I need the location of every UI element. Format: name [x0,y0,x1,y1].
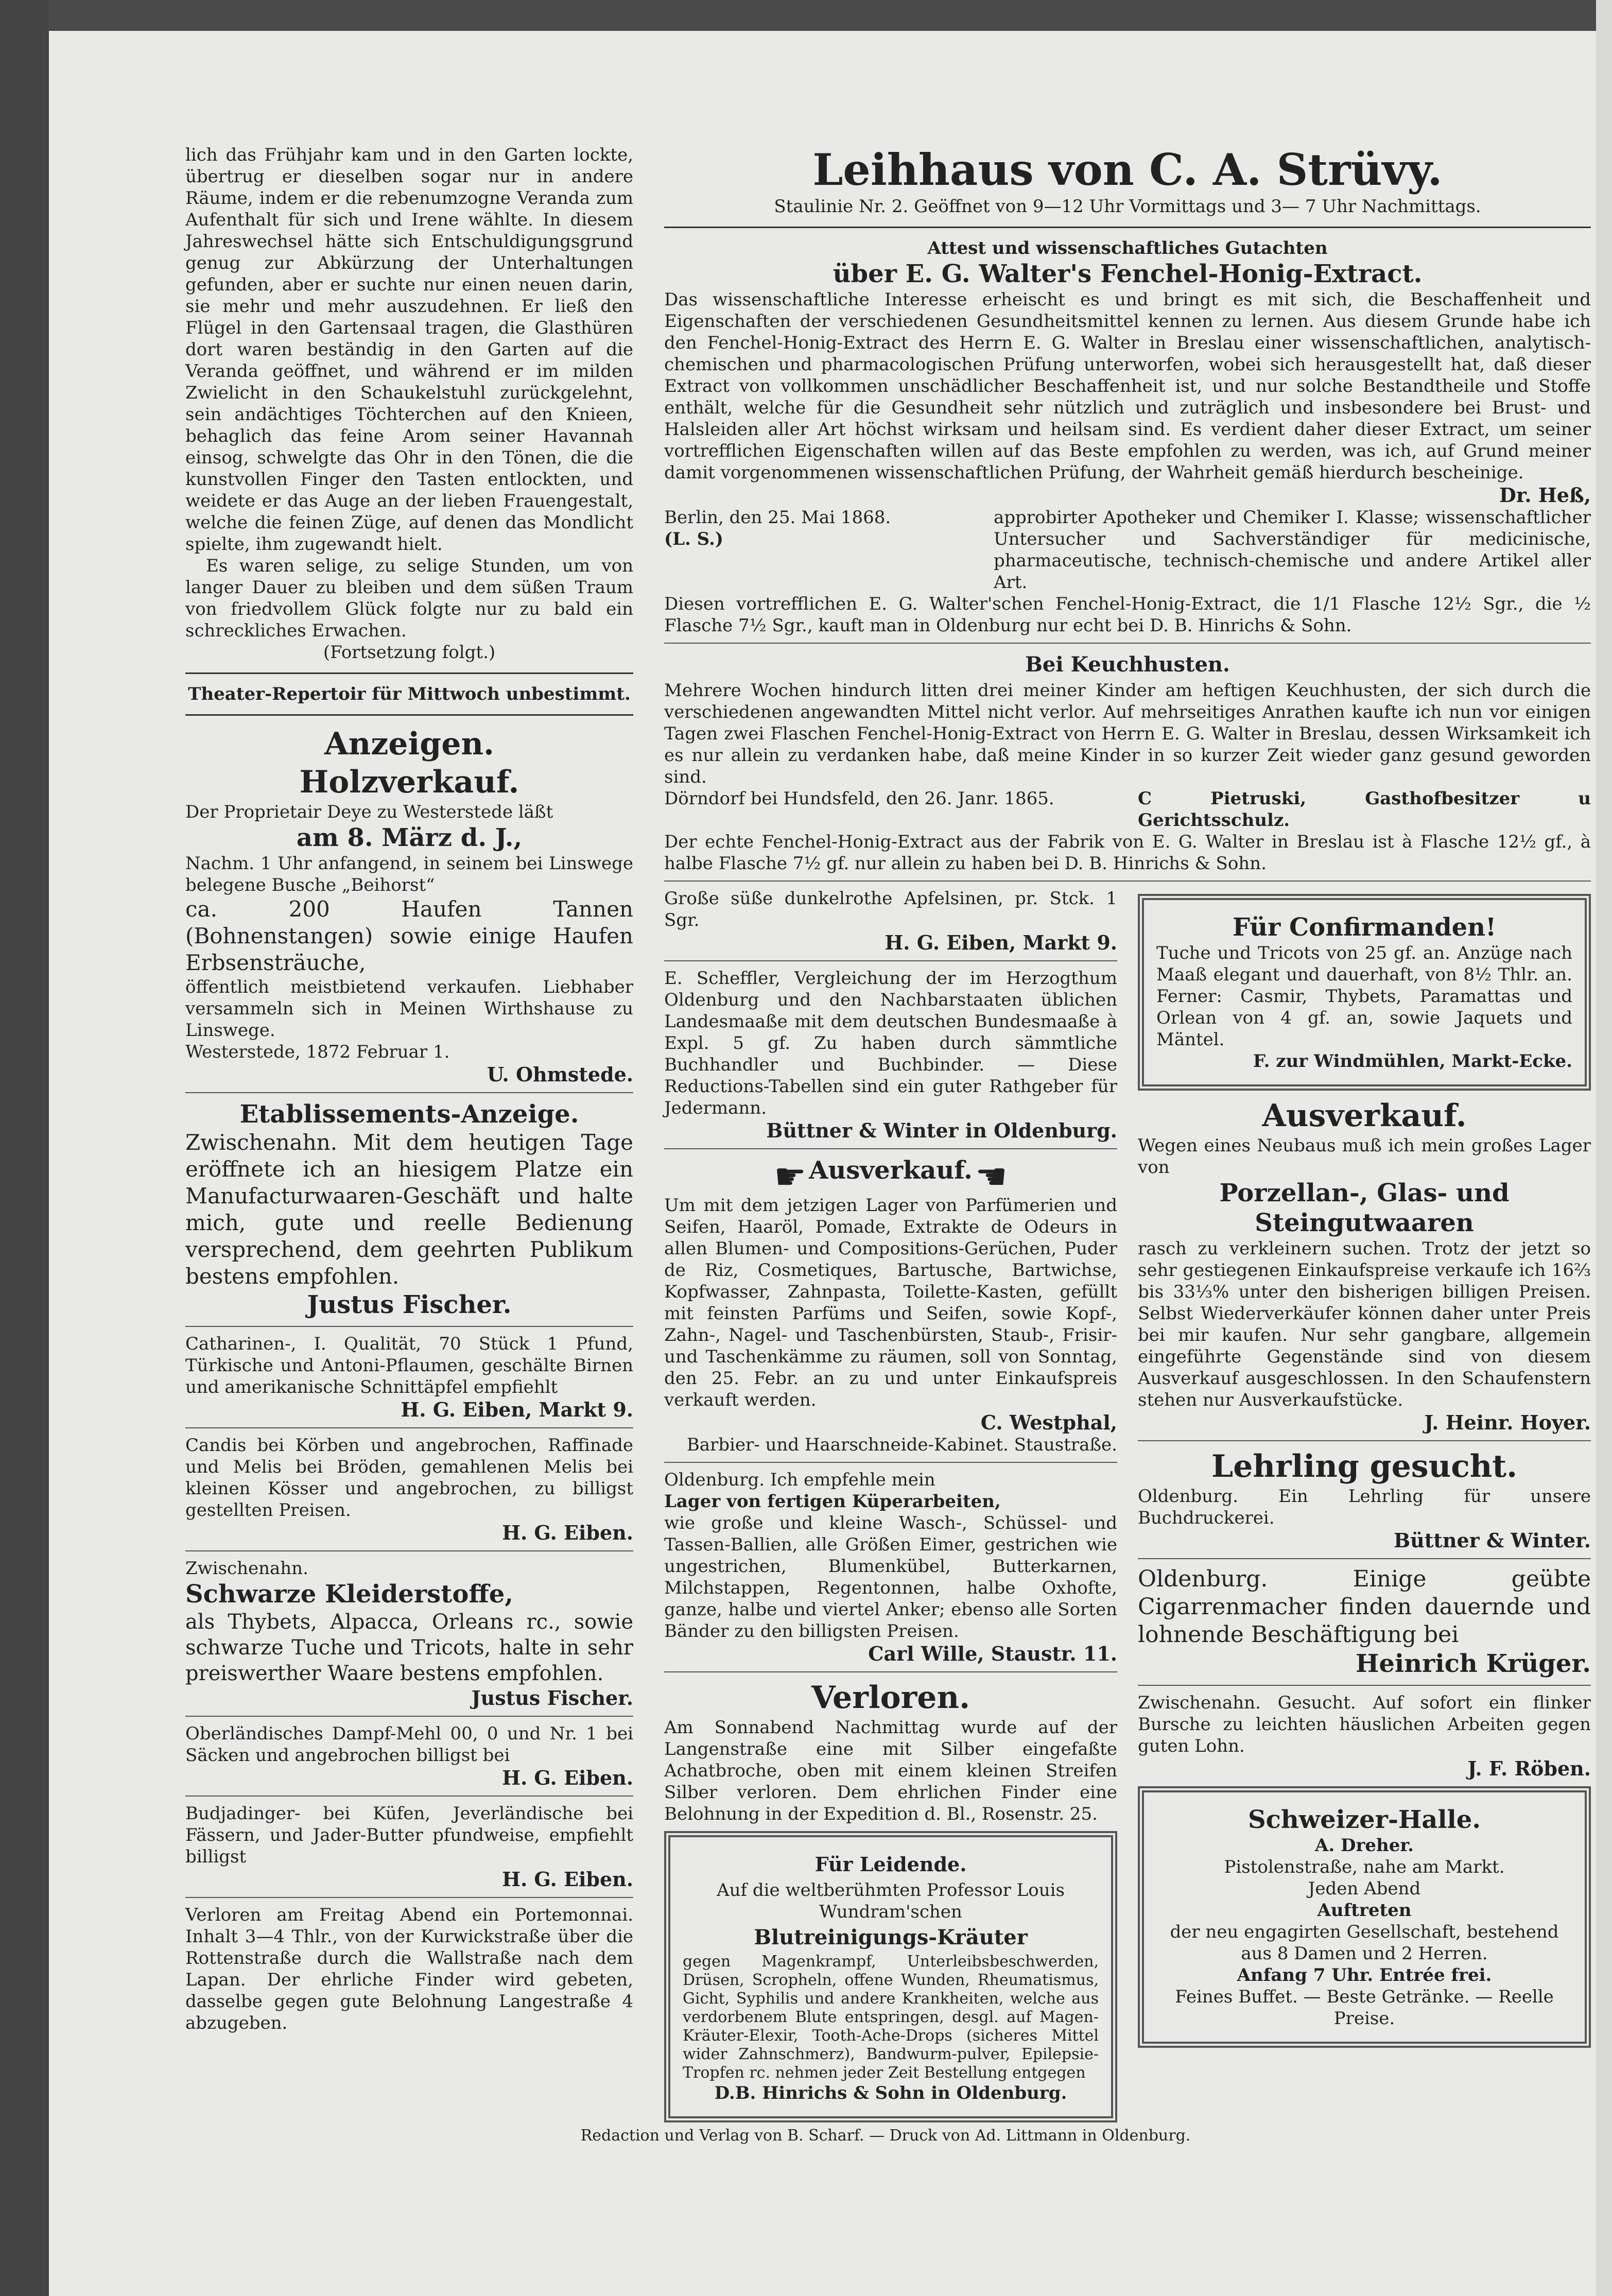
ad-holzverkauf-signature: U. Ohmstede. [487,1063,633,1086]
divider [185,1427,633,1428]
ad-verloren-title: Verloren. [811,1679,970,1716]
ad-attest-price: Diesen vortrefflichen E. G. Walter'schen Fenchel-Honig-Extract, die 1/1 Flasche 12½ Sgr., die ½ Flasche 7½ Sgr., kauft man in Oldenburg nur echt bei D. B. Hinrichs & Sohn. [664,594,1591,636]
divider [1138,1685,1591,1686]
continuation-note: (Fortsetzung folgt.) [323,642,496,663]
ad-leidende-subtitle: Blutreinigungs-Kräuter [754,1925,1028,1949]
ad-ausverkauf2-signature: J. Heinr. Hoyer. [1424,1411,1591,1434]
ad-holzverkauf-text: Der Proprietair Deye zu Westerstede läßt [185,802,553,822]
divider [664,227,1591,228]
ad-schweizer-halle-start: Anfang 7 Uhr. Entrée frei. [1237,1965,1492,1986]
ad-schweizer-halle-title: Schweizer-Halle. [1247,1805,1481,1834]
ad-kueper-signature: Carl Wille, Staustr. 11. [868,1642,1117,1665]
divider [185,1092,633,1093]
ad-confirmanden-title: Für Confirmanden! [1232,913,1497,942]
ad-verloren-broche-text: Am Sonnabend Nachmittag wurde auf der Langenstraße eine mit Silber eingefaßte Achatbroche, oben mit einem kleinen Streifen Silber verloren. Dem ehrlichen Finder eine Belohnung in der Expedition d. Bl., Rosenstr. 25. [664,1717,1117,1824]
ad-holzverkauf-title: Holzverkauf. [299,764,519,800]
divider [185,1716,633,1717]
ad-attest-place: Berlin, den 25. Mai 1868. [664,507,891,528]
pointing-hand-left-icon: ☚ [975,1155,1008,1198]
ad-ausverkauf-title: Ausverkauf. [809,1156,973,1185]
ad-kleiderstoffe-text: als Thybets, Alpacca, Orleans rc., sowie schwarze Tuche und Tricots, halte in sehr preiswerther Waare bestens empfohlen. [185,1610,633,1685]
ad-holzverkauf-text-2: Nachm. 1 Uhr anfangend, in seinem bei Linswege belegene Busche „Beihorst“ [185,853,633,895]
ad-lehrling-title: Lehrling gesucht. [1211,1448,1517,1484]
ad-etablissement-signature: Justus Fischer. [307,1290,512,1319]
ad-keuchhusten-signature: C Pietruski, Gasthofbesitzer u Gerichtsschulz. [1138,788,1591,831]
ad-leidende-box [664,1831,1117,2122]
ad-ausverkauf2-text: rasch zu verkleinern suchen. Trotz der jetzt so sehr gestiegenen Einkaufspreise verkaufe ich 16⅔ bis 33⅓% unter den bisherigen billigen Preisen. Selbst Wiederverkäufer können daher unter Preis bei mir kaufen. Nur sehr gangbare, allgemein eingeführte Gegenstände sind von diesem Ausverkauf ausgeschlossen. In den Schaufenstern stehen nur Ausverkaufstücke. [1138,1238,1591,1410]
ad-mehl-text: Oberländisches Dampf-Mehl 00, 0 und Nr. 1 bei Säcken und angebrochen billigst bei [185,1723,633,1766]
ad-keuchhusten-text: Mehrere Wochen hindurch litten drei meiner Kinder am heftigen Keuchhusten, der sich durch die verschiedenen angewandten Mittel nicht verlor. Auf mehrseitiges Anrathen kaufte ich nun vor einigen Tagen zwei Flaschen Fenchel-Honig-Extract von Herrn E. G. Walter in Breslau, dessen Wirksamkeit ich es nur allein zu verdanken habe, daß meine Kinder in so kurzer Zeit wieder ganz gesund geworden sind. [664,680,1591,787]
ad-leidende-title: Für Leidende. [814,1852,967,1876]
ad-attest-title: über E. G. Walter's Fenchel-Honig-Extract. [833,260,1423,288]
ad-verloren-text: Verloren am Freitag Abend ein Portemonnai. Inhalt 3—4 Thlr., von der Kurwickstraße über die Rottenstraße durch die Wallstraße nach dem Lapan. Der ehrliche Finder wird gebeten, dasselbe gegen gute Belohnung Langestraße 4 abzugeben. [185,1905,633,2033]
divider [664,1462,1117,1463]
ad-schweizer-halle-name: A. Dreher. [1314,1835,1414,1856]
divider [664,881,1591,882]
page-edge-right [1596,0,1612,2296]
ad-kueper-text: wie große und kleine Wasch-, Schüssel- und Tassen-Ballien, alle Größen Eimer, gestrichen wie ungestrichen, Blumenkübel, Butterkarnen, Milchstappen, Regentonnen, halbe Oxhofte, ganze, halbe und viertel Anker; ebenso alle Sorten Bänder zu den billigsten Preisen. [664,1512,1117,1642]
ad-kleiderstoffe-signature: Justus Fischer. [471,1686,633,1710]
ad-schweizer-halle-troupe: der neu engagirten Gesellschaft, bestehend aus 8 Damen und 2 Herren. [1170,1922,1559,1964]
divider [664,1148,1117,1149]
divider [185,714,633,716]
ad-keuchhusten-title: Bei Keuchhusten. [1025,652,1230,677]
story-text: lich das Frühjahr kam und in den Garten lockte, übertrug er dieselben sogar nur in andere Räume, indem er die rebenumzogne Veranda zum Aufenthalt für sich und Irene wählte. In diesem Jahreswechsel hätte sich Entschuldigungsgrund genug zur Abkürzung der Unterhaltungen gefunden, aber er suchte nur einen neuen darin, sie mehr und mehr auszudehnen. Er ließ den Flügel in den Gartensaal tragen, die Glasthüren dort waren beständig in den Garten auf die Veranda geöffnet, und während er im milden Zwielicht in den Schaukelstuhl zurückgelehnt, sein andächtiges Töchterchen auf den Knieen, behaglich das feine Arom seiner Havannah einsog, schwelgte das Ohr in den Tönen, die die kunstvollen Finger den Tasten entlockten, und weidete er das Auge an der lieben Frauengestalt, welche die feinen Züge, auf denen das Mondlicht spielte, ihm zugewandt hielt. [185,145,633,555]
ad-leidende-text: gegen Magenkrampf, Unterleibsbeschwerden, Drüsen, Scropheln, offene Wunden, Rheumatismus, Gicht, Syphilis und andere Krankheiten, welche aus verdorbenem Blute entspringen, desgl. auf Magen-Kräuter-Elexir, Tooth-Ache-Drops (sicheres Mittel wider Zahnschmerz), Bandwurm-pulver, Epilepsie-Tropfen rc. nehmen jeder Zeit Bestellung entgegen [683,1952,1099,2082]
ad-candis-text: Candis bei Körben und angebrochen, Raffinade und Melis bei Bröden, gemahlenen Melis bei kleinen Kösser und angebrochen, zu billigst gestellten Preisen. [185,1435,633,1521]
imprint-footer: Redaction und Verlag von B. Scharf. — Druck von Ad. Littmann in Oldenburg. [580,2127,1191,2145]
ad-ausverkauf2-goods: Porzellan-, Glas- und Steingutwaaren [1219,1179,1510,1237]
ad-etablissement-text: Zwischenahn. Mit dem heutigen Tage eröffnete ich an hiesigem Platze ein Manufacturwaaren-Geschäft und halte mich, gute und reelle Bedienung versprechend, dem geehrten Publikum bestens empfohlen. [185,1130,633,1289]
ad-confirmanden-box [1138,894,1591,1091]
ad-attest-heading: Attest und wissenschaftliches Gutachten [927,238,1328,258]
ad-etablissement-title: Etablissements-Anzeige. [239,1100,579,1129]
ad-scheffler-text: E. Scheffler, Vergleichung der im Herzogthum Oldenburg und den Nachbarstaaten üblichen Landesmaaße mit dem deutschen Bundesmaaße à Expl. 5 gf. Zu haben durch sämmtliche Buchhandler und Buchbinder. — Diese Reductions-Tabellen sind ein guter Rathgeber für Jedermann. [664,968,1117,1118]
ad-ausverkauf2-intro: Wegen eines Neubaus muß ich mein großes Lager von [1138,1135,1591,1178]
ad-keuchhusten-price: Der echte Fenchel-Honig-Extract aus der Fabrik von E. G. Walter in Breslau ist à Flasche 12½ gf., à halbe Flasche 7½ gf. nur allein zu haben bei D. B. Hinrichs & Sohn. [664,832,1591,874]
divider [664,643,1591,644]
ad-ausverkauf-signature: C. Westphal, [980,1410,1117,1434]
ad-ausverkauf2-title: Ausverkauf. [1262,1098,1467,1134]
divider [1138,1440,1591,1441]
ad-apfelsinen-signature: H. G. Eiben, Markt 9. [885,931,1117,954]
ad-schweizer-halle-box [1138,1786,1591,2048]
divider [185,1897,633,1898]
ad-ausverkauf-text: Um mit dem jetzigen Lager von Parfümerien und Seifen, Haaröl, Pomade, Extrakte de Odeurs in allen Blumen- und Compositions-Gerüchen, Puder de Riz, Cosmetiques, Bartusche, Bartwichse, Kopfwasser, Zahnpasta, Toilette-Kasten, gefüllt mit feinsten Parfüms und Seifen, sowie Kopf-, Zahn-, Nagel- und Taschenbürsten, Staub-, Frisir- und Taschenkämme zu räumen, soll von Sonntag, den 25. Febr. an zu und unter Einkaufspreis verkauft werden. [664,1195,1117,1410]
divider [185,1326,633,1327]
ad-scheffler-signature: Büttner & Winter in Oldenburg. [766,1119,1117,1142]
ad-cigarren-signature: Heinrich Krüger. [1356,1649,1591,1678]
ad-kueper-intro: Oldenburg. Ich empfehle mein [664,1469,935,1490]
middle-column [664,888,1117,2129]
ad-schweizer-halle-every-evening: Jeden Abend [1308,1878,1421,1899]
ad-cigarren-text: Oldenburg. Einige geübte Cigarrenmacher finden dauernde und lohnende Beschäftigung bei [1138,1566,1591,1648]
divider [185,672,633,674]
divider [185,1796,633,1797]
story-text-2: Es waren selige, zu selige Stunden, um von langer Dauer zu bleiben und dem süßen Traum von friedvollem Glück folgte nur zu bald ein schreckliches Erwachen. [185,556,633,641]
ad-attest-text: Das wissenschaftliche Interesse erheischt es und bringt es mit sich, die Beschaffenheit und Eigenschaften der verschiedenen Gesundheitsmittel kennen zu lernen. Aus diesem Grunde habe ich den Fenchel-Honig-Extract des Herrn E. G. Walter in Breslau einer wissenschaftlichen, analytisch-chemischen und pharmacologischen Prüfung unterworfen, wobei sich herausgestellt hat, daß dieser Extract von vollkommen unschädlicher Beschaffenheit ist, und nur solche Bestandtheile und Stoffe enthält, welche für die Gesundheit sehr nützlich und zuträglich und insbesondere bei Brust- und Halsleiden aller Art höchst wirksam und heilsam sind. Es verdient daher dieser Extract, um seiner vortrefflichen Eigenschaften willen auf das Beste empfohlen zu werden, was ich, auf Grund meiner damit vorgenommenen wissenschaftlichen Prüfung, der Wahrheit gemäß hierdurch bescheinige. [664,289,1591,483]
ad-attest-signature: Dr. Heß, [1499,484,1591,507]
scanner-edge-left [0,0,49,2296]
ad-catharinen-signature: H. G. Eiben, Markt 9. [401,1398,633,1421]
ad-schweizer-halle-address: Pistolenstraße, nahe am Markt. [1224,1857,1505,1877]
divider [664,1671,1117,1672]
ad-butter-signature: H. G. Eiben. [502,1868,633,1891]
theater-notice: Theater-Repertoir für Mittwoch unbestimmt. [188,684,631,704]
ad-kleiderstoffe-place: Zwischenahn. [185,1558,308,1579]
ad-confirmanden-text: Tuche und Tricots von 25 gf. an. Anzüge nach Maaß elegant und dauerhaft, von 8½ Thlr. an. Ferner: Casmir, Thybets, Paramattas und Orlean von 4 gf. an, sowie Jaquets und Mäntel. [1156,943,1572,1050]
ad-confirmanden-signature: F. zur Windmühlen, Markt-Ecke. [1253,1051,1572,1072]
ad-holzverkauf-text-4: öffentlich meistbietend verkaufen. Liebhaber versammeln sich in Meinen Wirthshause zu Linswege. [185,977,633,1041]
ad-catharinen-text: Catharinen-, I. Qualität, 70 Stück 1 Pfund, Türkische und Antoni-Pflaumen, geschälte Birnen und amerikanische Schnittäpfel empfiehlt [185,1334,633,1397]
ad-leidende-signature: D.B. Hinrichs & Sohn in Oldenburg. [714,2082,1067,2103]
ad-kueper-title: Lager von fertigen Küperarbeiten, [664,1491,1001,1512]
section-title-anzeigen: Anzeigen. [324,726,494,762]
ad-leihhaus-subtitle: Staulinie Nr. 2. Geöffnet von 9—12 Uhr Vormittags und 3— 7 Uhr Nachmittags. [774,196,1481,217]
ad-holzverkauf-text-3: ca. 200 Haufen Tannen (Bohnenstangen) sowie einige Haufen Erbsensträuche, [185,896,633,975]
ad-candis-signature: H. G. Eiben. [502,1521,633,1544]
ad-lehrling-text: Oldenburg. Ein Lehrling für unsere Buchdruckerei. [1138,1486,1591,1528]
ad-apfelsinen-text: Große süße dunkelrothe Apfelsinen, pr. Stck. 1 Sgr. [664,888,1117,930]
right-columns [664,144,1591,2129]
ad-leidende-intro: Auf die weltberühmten Professor Louis Wundram'schen [717,1879,1065,1922]
ad-ausverkauf-signature-2: Barbier- und Haarschneide-Kabinet. Staustraße. [686,1434,1117,1455]
divider [664,960,1117,961]
ad-schweizer-halle-performance: Auftreten [1317,1900,1412,1921]
ad-leihhaus-title: Leihhaus von C. A. Strüvy. [812,144,1443,195]
ad-zwischenahn-text: Zwischenahn. Gesucht. Auf sofort ein flinker Bursche zu leichten häuslichen Arbeiten gegen guten Lohn. [1138,1693,1591,1756]
ad-lehrling-signature: Büttner & Winter. [1393,1529,1591,1552]
ad-attest-role: approbirter Apotheker und Chemiker I. Klasse; wissenschaftlicher Untersucher und Sachverständiger für medicinische, pharmaceutische, technisch-chemische und andere Artikel aller Art. [994,507,1591,593]
ad-schweizer-halle-buffet: Feines Buffet. — Beste Getränke. — Reelle Preise. [1175,1987,1554,2029]
ad-kleiderstoffe-title: Schwarze Kleiderstoffe, [185,1580,513,1609]
ad-zwischenahn-signature: J. F. Röben. [1467,1757,1591,1780]
ad-butter-text: Budjadinger- bei Küfen, Jeverländische bei Fässern, und Jader-Butter pfundweise, empfiehlt billigst [185,1803,633,1867]
ad-mehl-signature: H. G. Eiben. [502,1766,633,1789]
ad-keuchhusten-place: Dörndorf bei Hundsfeld, den 26. Janr. 1865. [664,788,1054,809]
divider [185,1550,633,1551]
ad-attest-seal: (L. S.) [664,529,723,549]
right-column [1138,888,1591,2129]
ad-holzverkauf-date: am 8. März d. J., [296,823,523,852]
ad-holzverkauf-place: Westerstede, 1872 Februar 1. [185,1042,450,1062]
pointing-hand-right-icon: ☛ [774,1155,806,1198]
left-column [185,144,633,2034]
divider [1138,1558,1591,1559]
